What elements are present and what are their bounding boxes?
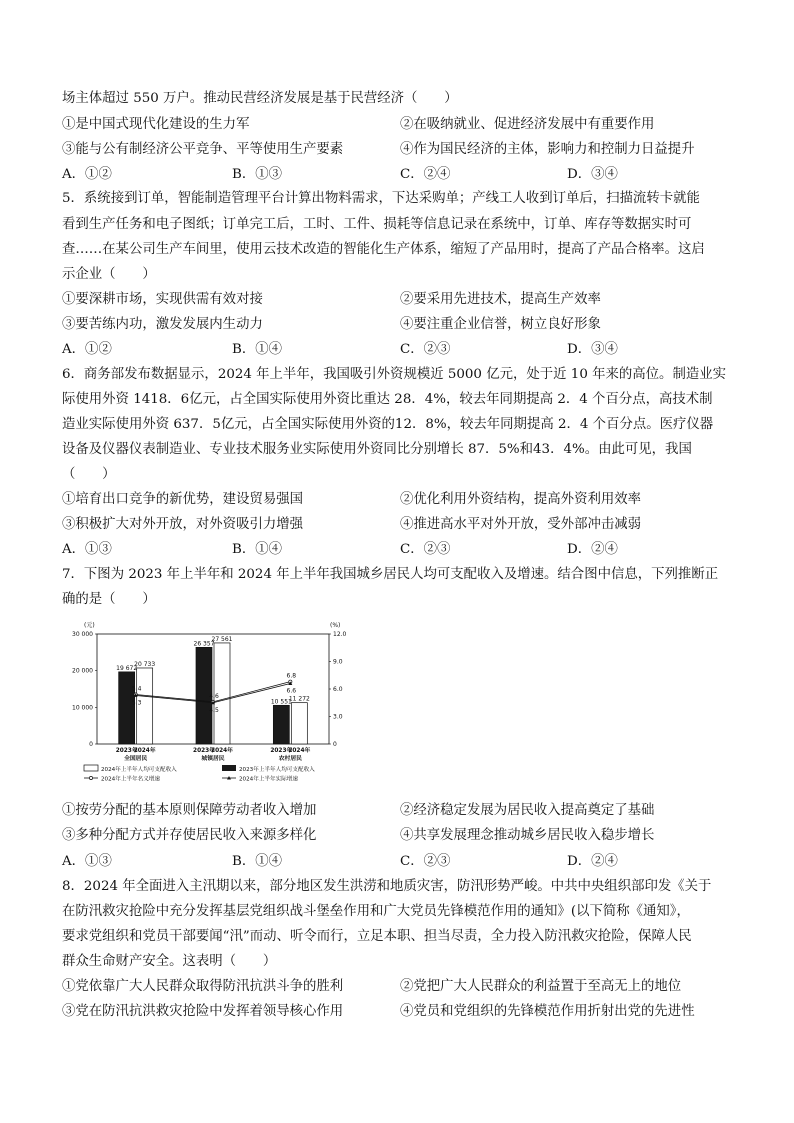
q8-stem-line-1: 8．2024 年全面进入主汛期以来，部分地区发生洪涝和地质灾害，防汛形势严峻。中共中央组织部印发《关于 bbox=[62, 879, 712, 894]
q5-choice-d: D．③④ bbox=[567, 342, 618, 357]
legend-2024-income: 2024年上半年人均可支配收入 bbox=[101, 767, 177, 773]
x-year-label: 2023年 bbox=[115, 748, 138, 754]
q4-choice-a: A．①② bbox=[62, 167, 112, 182]
line-value-label: 4.6 bbox=[209, 692, 219, 700]
x-category-label: 全国居民 bbox=[124, 756, 148, 762]
q5-stem-line-2: 看到生产任务和电子图纸；订单完工后，工时、工件、损耗等信息记录在系统中，订单、库存等数据实时可 bbox=[62, 217, 692, 232]
y2-tick-label: 0 bbox=[333, 741, 337, 748]
q8-stem-line-4: 群众生命财产安全。这表明（ ） bbox=[62, 954, 277, 969]
y-tick-label: 10 000 bbox=[72, 704, 93, 712]
x-category-label: 农村居民 bbox=[278, 756, 302, 762]
q4-stem: 场主体超过 550 万户。推动民营经济发展是基于民营经济（ ） bbox=[62, 91, 458, 106]
q7-stem-line-1: 7．下图为 2023 年上半年和 2024 年上半年我国城乡居民人均可支配收入及增速。结合图中信息，下列推断正 bbox=[62, 567, 719, 582]
x-year-label: 2024年 bbox=[133, 748, 156, 754]
q6-stem-line-5: （ ） bbox=[62, 467, 116, 482]
q7-option-4: ④共享发展理念推动城乡居民收入稳步增长 bbox=[400, 828, 655, 843]
q5-stem-line-4: 示企业（ ） bbox=[62, 267, 156, 282]
bar-value-label: 11 272 bbox=[288, 695, 310, 703]
q6-option-3: ③积极扩大对外开放，对外资吸引力增强 bbox=[62, 517, 304, 532]
q5-option-3: ③要苦练内功，激发发展内生动力 bbox=[62, 317, 263, 332]
q6-option-4: ④推进高水平对外开放，受外部冲击减弱 bbox=[400, 517, 642, 532]
x-year-label: 2024年 bbox=[288, 748, 311, 754]
bar-value-label: 20 733 bbox=[134, 660, 156, 668]
q6-stem-line-3: 造业实际使用外资 637．5亿元，占全国实际使用外资的12．8%，较去年同期提高 2．4 个百分点。医疗仪器 bbox=[62, 417, 714, 432]
q8-option-3: ③党在防汛抗洪救灾抢险中发挥着领导核心作用 bbox=[62, 1004, 344, 1019]
q4-choice-c: C．②④ bbox=[400, 167, 451, 182]
right-axis-unit: (%) bbox=[330, 622, 341, 629]
q6-stem-line-1: 6．商务部发布数据显示，2024 年上半年，我国吸引外资规模近 5000 亿元，处于近 10 年来的高位。制造业实 bbox=[62, 367, 727, 382]
legend-swatch-2024-income bbox=[84, 765, 98, 771]
q6-stem-line-4: 设备及仪器仪表制造业、专业技术服务业实际使用外资同比分别增长 87．5%和43．4%。由此可见，我国 bbox=[62, 442, 692, 457]
q6-option-2: ②优化利用外资结构，提高外资利用效率 bbox=[400, 492, 642, 507]
x-category-label: 城镇居民 bbox=[201, 756, 225, 762]
q4-option-3: ③能与公有制经济公平竞争、平等使用生产要素 bbox=[62, 142, 344, 157]
q4-choice-b: B．①③ bbox=[232, 167, 283, 182]
q4-option-1: ①是中国式现代化建设的生力军 bbox=[62, 117, 250, 132]
q7-choice-b: B．①④ bbox=[232, 854, 283, 869]
legend-nominal-growth: 2024年上半年名义增速 bbox=[101, 776, 160, 782]
x-year-label: 2024年 bbox=[211, 748, 233, 754]
q5-choice-c: C．②③ bbox=[400, 342, 451, 357]
y2-tick-label: 3.0 bbox=[333, 713, 343, 721]
q8-stem-line-2: 在防汛救灾抢险中充分发挥基层党组织战斗堡垒作用和广大党员先锋模范作用的通知》(以下简称《通知》， bbox=[62, 904, 690, 919]
line-value-label: 6.8 bbox=[286, 672, 297, 680]
y-tick-label: 30 000 bbox=[72, 631, 93, 638]
bar-value-label: 19 672 bbox=[116, 664, 138, 672]
q6-choice-b: B．①④ bbox=[232, 542, 283, 557]
q7-stem-line-2: 确的是（ ） bbox=[62, 592, 156, 607]
q6-choice-a: A．①③ bbox=[62, 542, 112, 557]
legend-2023-income: 2023年上半年人均可支配收入 bbox=[239, 767, 315, 773]
q5-choice-b: B．①④ bbox=[232, 342, 283, 357]
q8-option-2: ②党把广大人民群众的利益置于至高无上的地位 bbox=[400, 979, 682, 994]
y2-tick-label: 6.0 bbox=[333, 686, 343, 693]
bar bbox=[273, 705, 289, 744]
x-year-label: 2023年 bbox=[270, 748, 293, 754]
q6-choice-c: C．②③ bbox=[400, 542, 451, 557]
legend-real-growth: 2024年上半年实际增速 bbox=[239, 776, 298, 782]
line-value-label: 4.5 bbox=[209, 706, 219, 714]
bar-value-label: 10 551 bbox=[270, 698, 292, 706]
bar-value-label: 26 357 bbox=[193, 640, 215, 648]
q5-choice-a: A．①② bbox=[62, 342, 112, 357]
legend-swatch-2023-income bbox=[222, 765, 236, 771]
q7-option-3: ③多种分配方式并存使居民收入来源多样化 bbox=[62, 828, 317, 843]
q7-option-2: ②经济稳定发展为居民收入提高奠定了基础 bbox=[400, 803, 655, 818]
x-year-label: 2023年 bbox=[193, 748, 215, 754]
q5-option-4: ④要注重企业信誉，树立良好形象 bbox=[400, 317, 601, 332]
line-value-label: 5.4 bbox=[131, 685, 142, 693]
bar-value-label: 27 561 bbox=[211, 635, 233, 643]
q8-stem-line-3: 要求党组织和党员干部要闻“汛”而动、听令而行，立足本职、担当尽责，全力投入防汛救灾抢险，保障人民 bbox=[62, 929, 692, 944]
bar bbox=[291, 703, 307, 744]
q4-option-4: ④作为国民经济的主体，影响力和控制力日益提升 bbox=[400, 142, 695, 157]
q6-stem-line-2: 际使用外资 1418．6亿元，占全国实际使用外资比重达 28．4%，较去年同期提高 2．4 个百分点，高技术制 bbox=[62, 392, 713, 407]
income-chart bbox=[62, 620, 362, 782]
q5-stem-line-1: 5．系统接到订单，智能制造管理平台计算出物料需求，下达采购单；产线工人收到订单后，扫描流转卡就能 bbox=[62, 191, 700, 206]
q5-option-2: ②要采用先进技术，提高生产效率 bbox=[400, 292, 601, 307]
left-axis-unit: (元) bbox=[84, 622, 95, 629]
line-value-label: 5.3 bbox=[131, 699, 142, 707]
q7-choice-d: D．②④ bbox=[567, 854, 618, 869]
bar bbox=[119, 672, 135, 744]
q7-choice-a: A．①③ bbox=[62, 854, 112, 869]
y2-tick-label: 12.0 bbox=[333, 631, 347, 638]
q4-option-2: ②在吸纳就业、促进经济发展中有重要作用 bbox=[400, 117, 655, 132]
q4-choice-d: D．③④ bbox=[567, 167, 618, 182]
q7-choice-c: C．②③ bbox=[400, 854, 451, 869]
line-value-label: 6.6 bbox=[286, 687, 297, 695]
q6-option-1: ①培育出口竞争的新优势，建设贸易强国 bbox=[62, 492, 304, 507]
q8-option-1: ①党依靠广大人民群众取得防汛抗洪斗争的胜利 bbox=[62, 979, 344, 994]
legend-marker-nominal bbox=[89, 776, 92, 779]
y2-tick-label: 9.0 bbox=[333, 658, 343, 666]
q8-option-4: ④党员和党组织的先锋模范作用折射出党的先进性 bbox=[400, 1004, 695, 1019]
q7-option-1: ①按劳分配的基本原则保障劳动者收入增加 bbox=[62, 803, 317, 818]
q5-option-1: ①要深耕市场，实现供需有效对接 bbox=[62, 292, 263, 307]
q5-stem-line-3: 查……在某公司生产车间里，使用云技术改造的智能化生产体系，缩短了产品用时，提高了产品合格率。这启 bbox=[62, 242, 705, 257]
y-tick-label: 0 bbox=[89, 741, 93, 748]
y-tick-label: 20 000 bbox=[72, 667, 93, 675]
q6-choice-d: D．②④ bbox=[567, 542, 618, 557]
